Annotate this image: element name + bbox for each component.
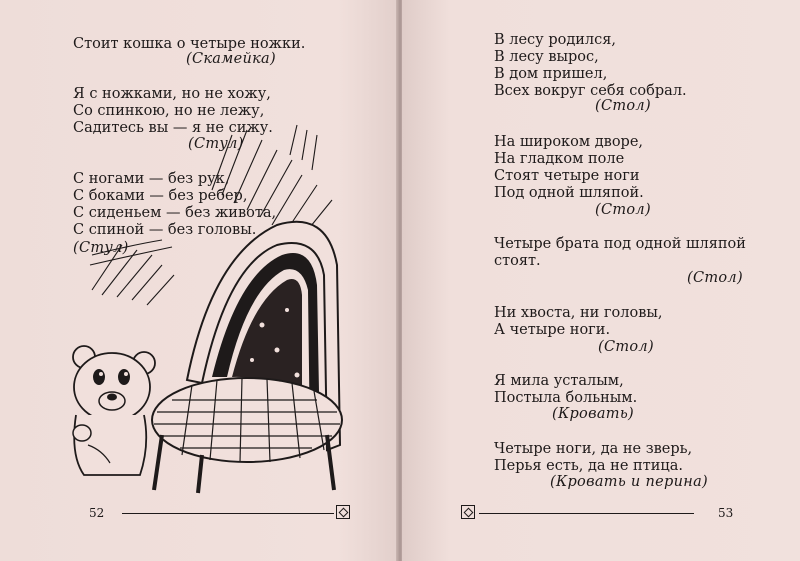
riddle-5: [494, 134, 644, 202]
riddle-line: Под одной шляпой.: [494, 185, 644, 201]
ornament-icon: [336, 505, 350, 519]
page-number: 52: [89, 506, 105, 520]
riddle-line: С спиной — без головы.: [73, 222, 257, 238]
riddle-line: стоят.: [494, 253, 541, 269]
riddle-line: Я мила усталым,: [494, 373, 624, 389]
right-page: [402, 0, 800, 561]
riddle-line: Садитесь вы — я не сижу.: [73, 120, 273, 136]
page-number: 53: [718, 506, 734, 520]
riddle-line: На широком дворе,: [494, 134, 644, 150]
riddle-line: С сиденьем — без живота,: [73, 205, 277, 221]
riddle-line: С боками — без ребер,: [73, 188, 248, 204]
left-page: [0, 0, 398, 561]
riddle-6: [494, 236, 746, 270]
riddle-answer: (Кровать): [552, 406, 634, 422]
riddle-4: [494, 32, 687, 100]
riddle-line: Перья есть, да не птица.: [494, 458, 683, 474]
footer-rule: [122, 513, 334, 514]
riddle-answer: (Скамейка): [186, 51, 276, 67]
riddle-9: [494, 441, 692, 475]
riddle-answer: (Стол): [595, 202, 651, 218]
riddle-answer: (Стул): [188, 136, 244, 152]
chair-icon: [152, 222, 342, 493]
riddle-answer: (Стол): [687, 270, 743, 286]
riddle-line: Четыре ноги, да не зверь,: [494, 441, 693, 457]
riddle-line: В лесу вырос,: [494, 49, 599, 65]
riddle-line: Стоит кошка о четыре ножки.: [73, 36, 306, 52]
riddle-line: Постыла больным.: [494, 390, 638, 406]
riddle-line: Со спинкою, но не лежу,: [73, 103, 265, 119]
riddle-line: Я с ножками, но не хожу,: [73, 86, 271, 102]
teddy-bear-icon: [73, 346, 155, 475]
riddle-line: Стоят четыре ноги: [494, 168, 640, 184]
riddle-line: С ногами — без рук,: [73, 171, 230, 187]
riddle-answer: (Стол): [598, 339, 654, 355]
riddle-line: В дом пришел,: [494, 66, 608, 82]
riddle-8: [494, 373, 637, 407]
riddle-line: Ни хвоста, ни головы,: [494, 305, 663, 321]
riddle-answer: (Кровать и перина): [550, 474, 708, 490]
riddle-line: Всех вокруг себя собрал.: [494, 83, 687, 99]
riddle-answer: (Стул): [73, 240, 129, 256]
chair-bear-illustration: [62, 115, 352, 495]
riddle-line: А четыре ноги.: [494, 322, 611, 338]
background-hatching: [90, 125, 332, 305]
ornament-icon: [461, 505, 475, 519]
footer-rule: [479, 513, 694, 514]
riddle-line: В лесу родился,: [494, 32, 617, 48]
riddle-line: Четыре брата под одной шляпой: [494, 236, 746, 252]
riddle-line: На гладком поле: [494, 151, 625, 167]
riddle-answer: (Стол): [595, 98, 651, 114]
riddle-7: [494, 305, 663, 339]
